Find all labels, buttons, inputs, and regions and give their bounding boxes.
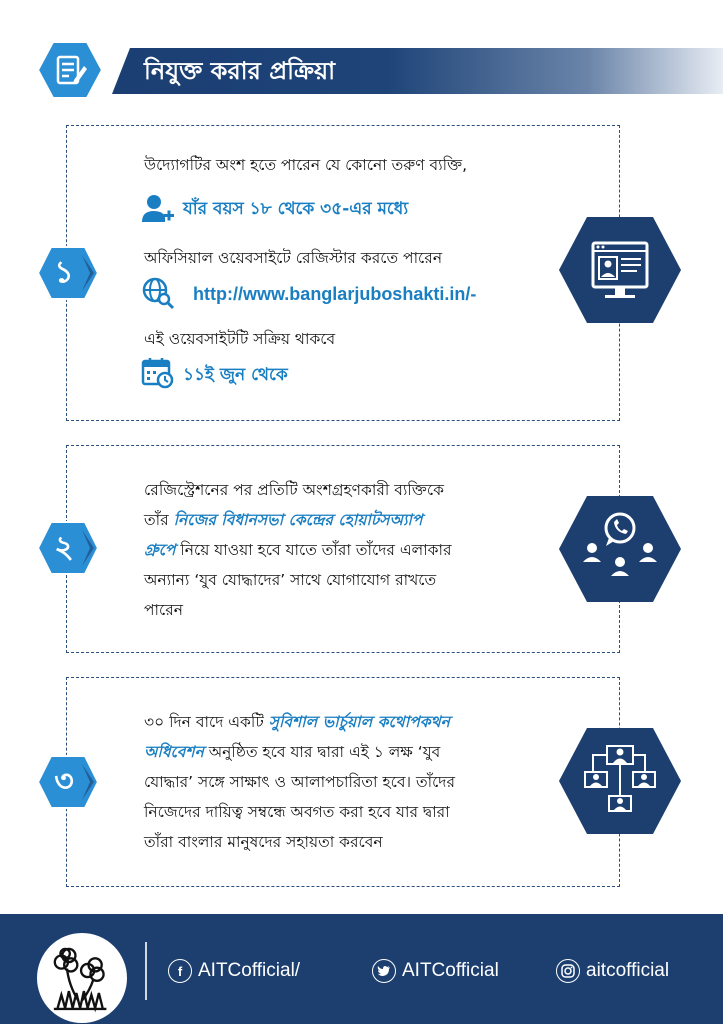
start-date: ১১ই জুন থেকে [183, 365, 288, 385]
step-2-line-3: গ্রুপে নিয়ে যাওয়া হবে যাতে তাঁরা তাঁদের এলাকার [144, 541, 452, 559]
step-2-line-1: রেজিস্ট্রেশনের পর প্রতিটি অংশগ্রহণকারী ব্যক্তিকে [144, 481, 444, 499]
footer-divider [145, 942, 147, 1000]
virtual-session-highlight: সুবিশাল ভার্চুয়াল কথোপকথন [268, 713, 450, 731]
facebook-link[interactable] [168, 956, 300, 986]
website-profile-icon [557, 215, 683, 325]
website-link[interactable]: http://www.banglarjuboshakti.in/- [193, 284, 477, 304]
facebook-handle: AITCofficial/ [198, 960, 301, 981]
globe-search-icon [141, 276, 175, 310]
twitter-icon [372, 959, 396, 983]
whatsapp-group-highlight: নিজের বিধানসভা কেন্দ্রের হোয়াটসঅ্যাপ [173, 511, 423, 529]
step-1-number: ১ [54, 255, 74, 290]
instagram-link[interactable] [556, 956, 669, 986]
step-2-number: ২ [54, 530, 74, 565]
step-1-line-2: অফিসিয়াল ওয়েবসাইটে রেজিস্টার করতে পারেন [144, 249, 443, 267]
step-1-line-3: এই ওয়েবসাইটটি সক্রিয় থাকবে [144, 330, 336, 348]
party-logo [34, 930, 130, 1024]
add-user-icon [141, 192, 175, 226]
step-3-line-5: তাঁরা বাংলার মানুষদের সহায়তা করবেন [144, 833, 383, 851]
footer [0, 914, 723, 1024]
virtual-meeting-network-icon [557, 726, 683, 836]
age-range: যাঁর বয়স ১৮ থেকে ৩৫-এর মধ্যে [183, 199, 409, 219]
step-3-line-1: ৩০ দিন বাদে একটি সুবিশাল ভার্চুয়াল কথোপকথন [144, 713, 450, 731]
step-2-line-5: পারেন [144, 601, 184, 619]
instagram-handle: aitcofficial [586, 960, 670, 981]
twitter-link[interactable] [372, 956, 499, 986]
flower-grass-logo-icon [37, 933, 127, 1023]
twitter-handle: AITCofficial [402, 960, 499, 981]
step-3-line-2: অধিবেশন অনুষ্ঠিত হবে যার দ্বারা এই ১ লক্ষ ‘যুব [144, 743, 441, 761]
step-2-line-4: অন্যান্য ‘যুব যোদ্ধাদের’ সাথে যোগাযোগ রাখতে [144, 571, 437, 589]
step-3-line-3: যোদ্ধার’ সঙ্গে সাক্ষাৎ ও আলাপচারিতা হবে। তাঁদের [144, 773, 455, 791]
calendar-clock-icon [141, 356, 175, 390]
whatsapp-group-icon [557, 494, 683, 604]
facebook-icon: f [168, 959, 192, 983]
step-3-line-4: নিজেদের দায়িত্ব সম্বন্ধে অবগত করা হবে যার দ্বারা [144, 803, 450, 821]
step-3-number: ৩ [54, 764, 74, 799]
page-title: নিযুক্ত করার প্রক্রিয়া [144, 57, 336, 85]
page-header [0, 38, 723, 104]
instagram-icon [556, 959, 580, 983]
step-1-line-1: উদ্যোগটির অংশ হতে পারেন যে কোনো তরুণ ব্যক্তি, [144, 156, 468, 174]
step-2-line-2: তাঁর নিজের বিধানসভা কেন্দ্রের হোয়াটসঅ্যাপ [144, 511, 423, 529]
form-edit-icon [36, 40, 104, 100]
step-2-text [144, 475, 522, 625]
step-3-text [144, 707, 522, 857]
